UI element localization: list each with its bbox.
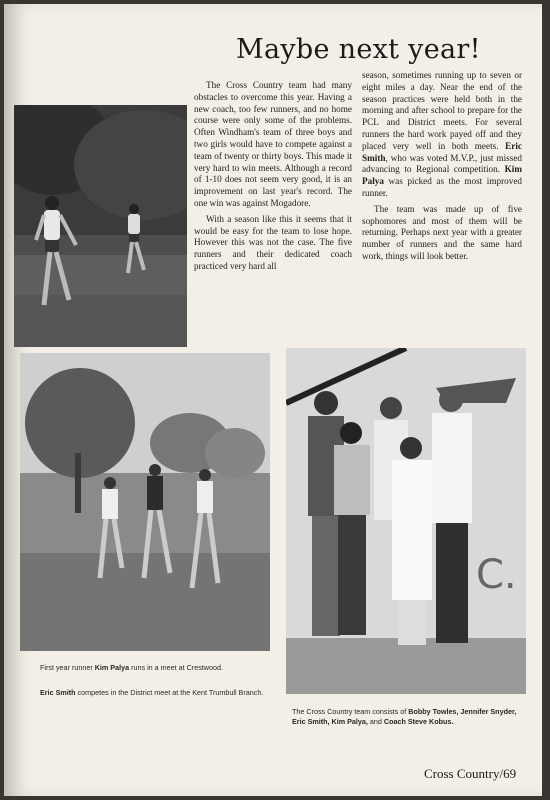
caption-coach: Coach Steve Kobus. — [383, 716, 454, 726]
page-footer: Cross Country/69 — [424, 766, 517, 781]
article-column-1 — [194, 80, 352, 277]
article-column-2 — [362, 70, 522, 267]
yearbook-page — [4, 4, 542, 796]
caption-name: Eric Smith — [40, 688, 76, 697]
caption-name: Kim Palya — [94, 663, 130, 672]
caption-photo-2a: First year runner Kim Palya runs in a meet at Crestwood. — [40, 663, 223, 672]
caption-names: Bobby Towles, Jennifer Snyder, Eric Smith, Kim Palya, — [292, 707, 517, 726]
article-paragraph: The Cross Country team had many obstacles to overcome this year. Having a new coach, too few runners, and no home course were only some of the problems. Often Windham's team of three boys and two girls would have to compete against a team of twenty or thirty boys. This made it very hard to win meets. Although a record of 1-10 does not seem very good, it is an improvement on last year's record. The one win was against Mogadore. — [194, 80, 352, 208]
name-kim-palya: Kim Palya — [362, 164, 522, 187]
photo-team-portrait — [286, 348, 526, 694]
caption-photo-2b: Eric Smith competes in the District meet at the Kent Trumbull Branch. — [40, 688, 264, 697]
article-paragraph: season, sometimes running up to seven or eight miles a day. Near the end of the season practices were held both in the morning and after school to prepare for the PCL and District meets. For several runners the hard work payed off and they placed very well in both meets. Eric Smith, who was voted M.V.P., just missed advancing to Regional competition. Kim Palya was picked as the most improved runner. — [362, 70, 522, 198]
article-paragraph: The team was made up of five sophomores and most of them will be returning. Perhaps next year with a greater number of runners and the same hard work, things will look better. — [362, 203, 522, 261]
page-title: Maybe next year! — [236, 34, 481, 65]
svg-text:C.: C. — [476, 552, 517, 598]
photo-runners-woods — [14, 105, 187, 347]
caption-team-photo: The Cross Country team consists of Bobby Towles, Jennifer Snyder, Eric Smith, Kim Palya, and Coach Steve Kobus. — [292, 707, 517, 726]
photo-runners-field — [20, 353, 270, 651]
article-paragraph: With a season like this it seems that it would be easy for the team to lose hope. However this was not the case. The five runners and their dedicated coach practiced very hard all — [194, 213, 352, 271]
name-eric-smith: Eric Smith — [362, 140, 522, 163]
